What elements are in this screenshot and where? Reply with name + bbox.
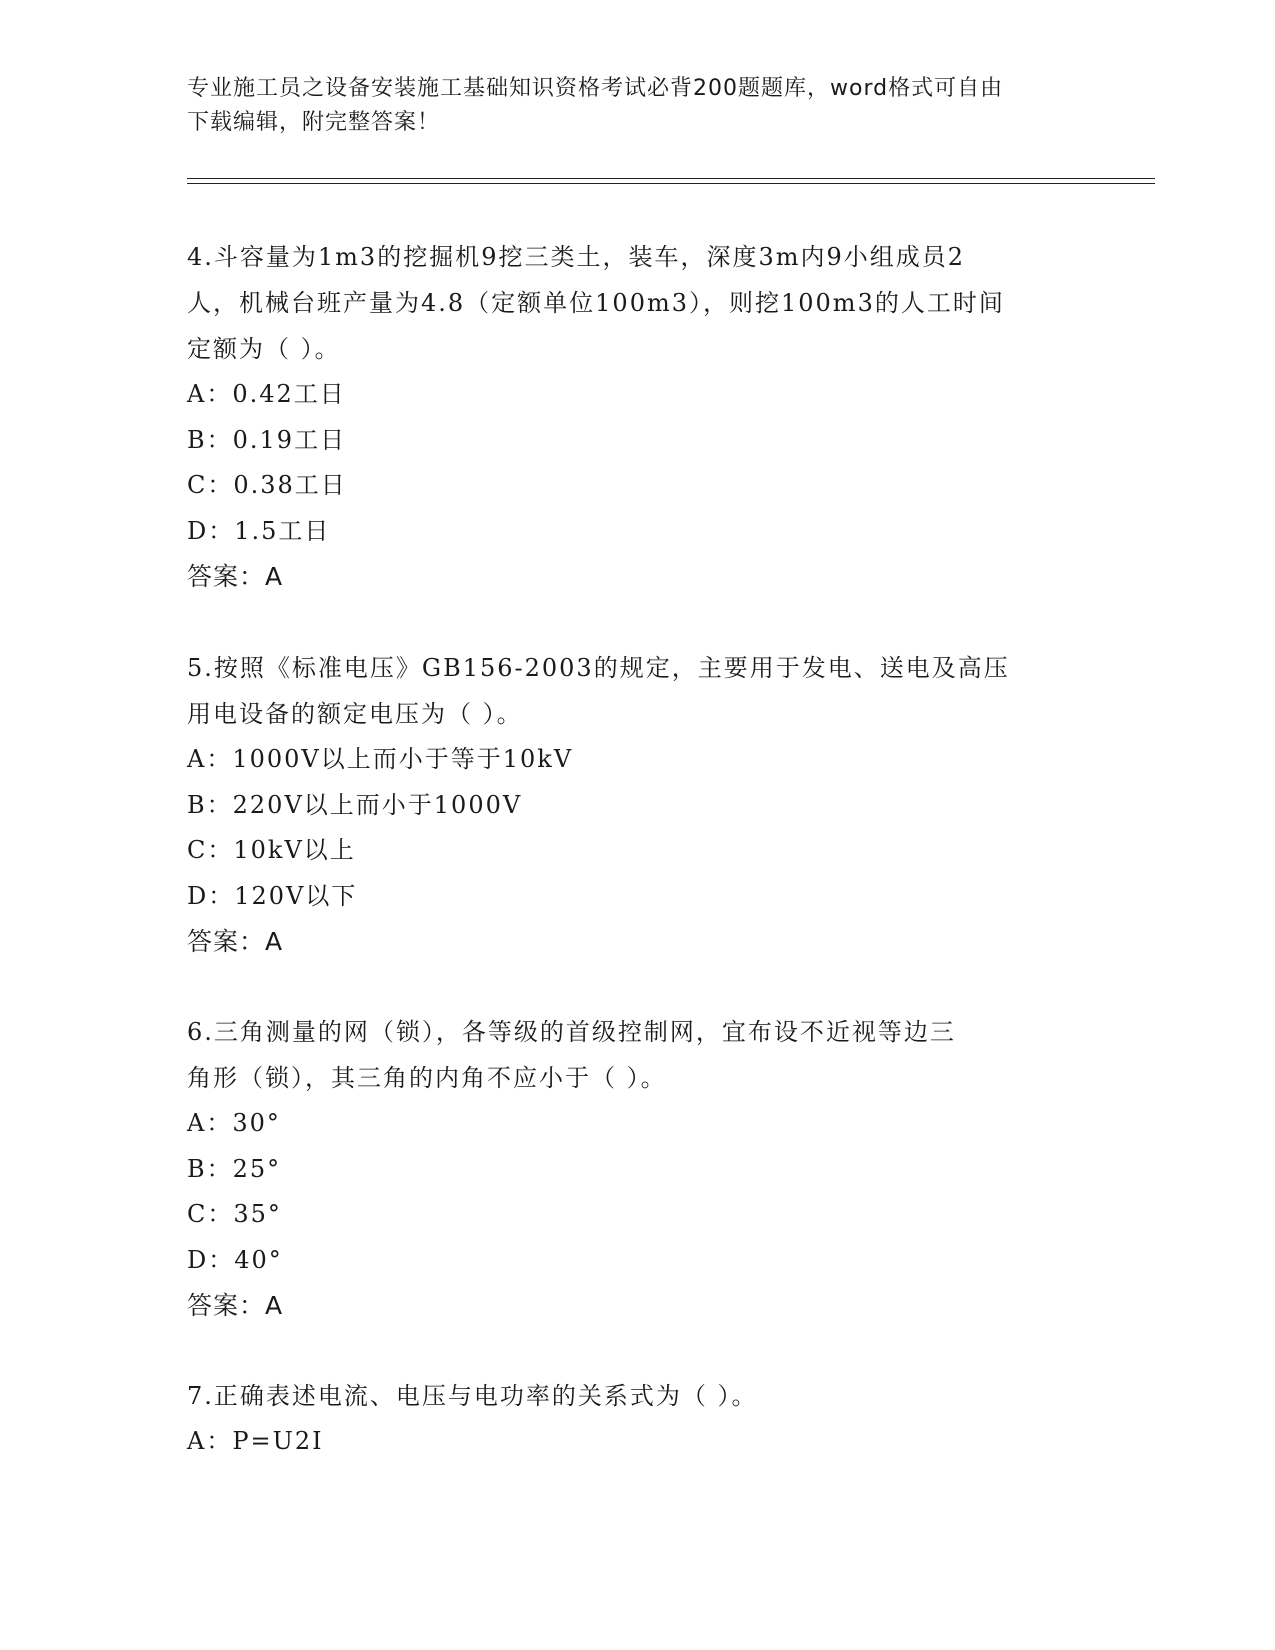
question-text-line: 6.三角测量的网（锁），各等级的首级控制网，宜布设不近视等边三 (187, 1018, 956, 1046)
question-text-line: 定额为（ ）。 (187, 335, 341, 363)
document-header (187, 72, 1087, 140)
header-divider-bottom (187, 183, 1155, 184)
question-4 (187, 234, 1107, 600)
question-text-line: 5.按照《标准电压》GB156-2003的规定，主要用于发电、送电及高压 (187, 654, 1010, 682)
question-5 (187, 645, 1107, 965)
header-line-1: 专业施工员之设备安装施工基础知识资格考试必背200题题库，word格式可自由 (187, 76, 1004, 101)
question-text-line: 人，机械台班产量为4.8（定额单位100m3），则挖100m3的人工时间 (187, 289, 1005, 317)
question-text-line: 4.斗容量为1m3的挖掘机9挖三类土，装车，深度3m内9小组成员2 (187, 243, 966, 271)
question-6 (187, 1009, 1107, 1329)
option-b: B：25° (187, 1154, 282, 1183)
option-a: A：30° (187, 1109, 281, 1137)
question-text-line: 7.正确表述电流、电压与电功率的关系式为（ ）。 (187, 1382, 758, 1410)
option-a: A：1000V以上而小于等于10kV (187, 745, 574, 773)
option-a: A：P=U2I (187, 1427, 324, 1455)
option-a: A：0.42工日 (187, 380, 346, 408)
answer-line: 答案：A (187, 927, 284, 956)
question-text-line: 用电设备的额定电压为（ ）。 (187, 700, 523, 728)
header-divider-top (187, 178, 1155, 179)
option-c: C：10kV以上 (187, 836, 356, 864)
question-7 (187, 1373, 1107, 1465)
question-text-line: 角形（锁），其三角的内角不应小于（ ）。 (187, 1064, 667, 1092)
option-c: C：0.38工日 (187, 471, 347, 499)
header-line-2: 下载编辑，附完整答案！ (187, 110, 441, 135)
option-c: C：35° (187, 1200, 282, 1228)
answer-line: 答案：A (187, 562, 284, 591)
option-b: B：220V以上而小于1000V (187, 790, 523, 819)
answer-line: 答案：A (187, 1291, 284, 1320)
option-d: D：120V以下 (187, 881, 358, 910)
option-d: D：40° (187, 1245, 283, 1274)
option-d: D：1.5工日 (187, 516, 331, 545)
option-b: B：0.19工日 (187, 425, 347, 454)
